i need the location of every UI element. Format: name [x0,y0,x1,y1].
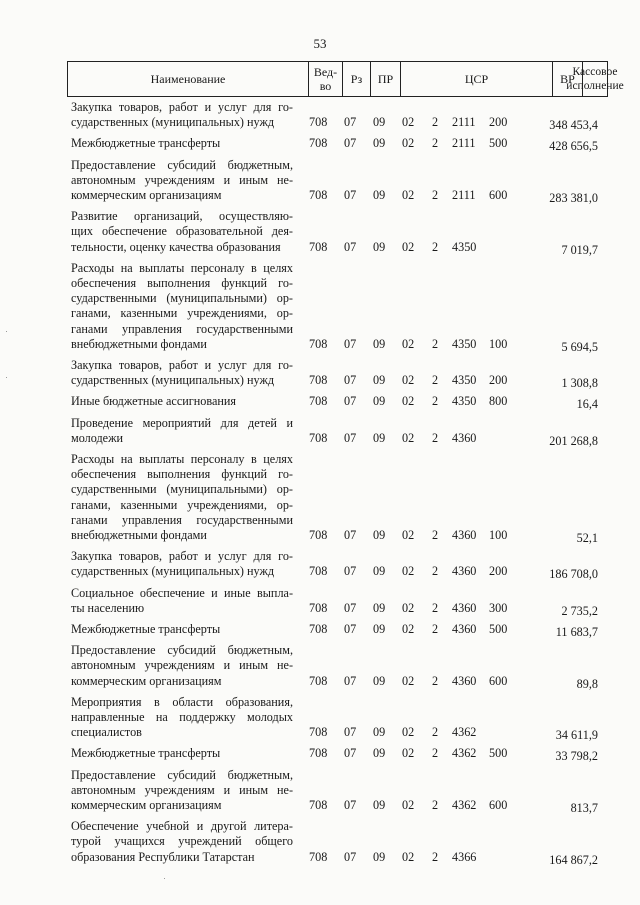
row-vedom: 708 [309,725,328,740]
row-vr: 300 [489,600,508,615]
row-name-line: тельности, оценку качества образования [71,239,281,254]
row-pr: 09 [373,336,386,351]
row-name [71,622,293,637]
row-vedom: 708 [309,600,328,615]
row-name-line: коммерческим организациям [71,188,222,202]
row-csr-subprogram: 2 [432,115,439,130]
row-name [71,768,293,814]
row-csr-code: 4350 [452,336,477,351]
row-name-line: Проведение мероприятий для детей и [71,415,293,430]
row-name-line: щих обеспечение образовательной дея- [71,224,293,239]
header-vr: ВР [552,62,582,96]
row-csr-program: 02 [402,373,415,388]
row-name-line: сударственных (муниципальных) нужд [71,115,275,130]
row-csr-program: 02 [402,622,415,636]
row-csr-code: 4350 [452,373,477,388]
row-name-line: направленные на поддержку молодых [71,710,293,724]
row-vr: 200 [489,373,508,388]
row-csr-program: 02 [402,115,415,130]
row-csr-program: 02 [402,336,415,351]
row-name-line: Социальное обеспечение и иные выпла- [71,585,293,600]
row-rz: 07 [344,187,357,202]
row-csr-code: 4360 [452,564,477,579]
header-name: Наименование [150,72,226,86]
row-rz: 07 [344,394,357,409]
row-name-line: ты населению [71,600,145,615]
row-vr: 800 [489,394,508,409]
row-name-line: Обеспечение учебной и другой литера- [71,819,293,834]
row-name-line: образования Республики Татарстан [71,849,255,864]
table-row [0,695,640,741]
row-sum: 428 656,5 [549,139,598,154]
row-name-line: Развитие организаций, осуществляю- [71,209,293,224]
row-csr-subprogram: 2 [432,528,439,542]
row-rz: 07 [344,136,357,151]
row-sum: 89,8 [576,676,598,691]
row-name-line: автономным учреждениям и иным не- [71,782,293,797]
table-row [0,261,640,352]
row-vedom: 708 [309,239,328,254]
row-pr: 09 [373,600,386,615]
row-csr-code: 2111 [452,136,476,151]
row-pr: 09 [373,849,386,864]
row-name-line: сударственных (муниципальных) нужд [71,373,275,388]
row-pr: 09 [373,797,386,812]
row-name-line: турой учащихся учреждений общего [71,834,293,849]
row-rz: 07 [344,600,357,615]
row-vr: 500 [489,622,508,636]
header-rz: Рз [342,62,370,96]
row-csr-program: 02 [402,394,415,409]
row-csr-program: 02 [402,746,415,761]
row-rz: 07 [344,239,357,254]
header-csr: ЦСР [400,62,552,96]
row-name [71,416,293,446]
table-row [0,586,640,616]
row-name-line: молодежи [71,430,124,445]
row-pr: 09 [373,564,386,579]
row-name-line: ганами управления государственными [71,512,293,527]
row-csr-code: 4360 [452,430,477,445]
table-row [0,643,640,689]
row-name-line: коммерческим организациям [71,673,222,688]
row-vr: 600 [489,673,508,688]
header-sum-line1: Кассовое [572,66,618,78]
row-sum: 7 019,7 [561,242,598,257]
row-csr-code: 4366 [452,849,477,864]
row-csr-program: 02 [402,600,415,615]
row-name-line: Предоставление субсидий бюджетным, [71,157,293,172]
table-header [67,61,624,97]
row-sum: 16,4 [576,397,598,412]
row-csr-subprogram: 2 [432,849,439,864]
row-csr-program: 02 [402,725,415,740]
row-vedom: 708 [309,746,328,761]
row-name [71,358,293,388]
table-row [0,136,640,154]
row-pr: 09 [373,673,386,688]
header-pr: ПР [370,62,400,96]
row-name-line: ганами, казенными учреждениями, ор- [71,306,293,321]
row-sum: 11 683,7 [555,625,598,639]
row-name-line: Межбюджетные трансферты [71,746,221,761]
row-rz: 07 [344,622,357,636]
row-rz: 07 [344,564,357,579]
row-name [71,586,293,616]
row-csr-code: 4360 [452,528,477,542]
row-rz: 07 [344,797,357,812]
row-csr-subprogram: 2 [432,373,439,388]
row-csr-code: 4350 [452,394,477,409]
header-vedom-line1: Вед- [313,65,338,79]
row-name-line: Закупка товаров, работ и услуг для го- [71,100,293,114]
row-csr-subprogram: 2 [432,430,439,445]
row-vedom: 708 [309,136,328,151]
row-csr-subprogram: 2 [432,394,439,409]
row-csr-program: 02 [402,239,415,254]
row-name-line: ганами управления государственными [71,321,293,336]
row-name-line: сударственных (муниципальных) нужд [71,564,275,579]
row-csr-subprogram: 2 [432,725,439,740]
row-pr: 09 [373,746,386,761]
header-vedom-line2: во [319,79,332,93]
row-pr: 09 [373,187,386,202]
row-csr-program: 02 [402,187,415,202]
row-name-line: Предоставление субсидий бюджетным, [71,643,293,658]
table-row [0,819,640,865]
row-sum: 52,1 [576,531,598,545]
row-csr-code: 4360 [452,673,477,688]
row-name [71,549,293,579]
table-row [0,549,640,582]
row-name [71,452,293,543]
row-rz: 07 [344,373,357,388]
row-csr-code: 2111 [452,115,476,130]
row-csr-program: 02 [402,528,415,542]
row-vr: 200 [489,564,508,579]
row-pr: 09 [373,528,386,542]
row-vedom: 708 [309,673,328,688]
row-csr-code: 4360 [452,600,477,615]
row-csr-code: 4350 [452,239,477,254]
row-name [71,100,293,130]
row-name-line: коммерческим организациям [71,798,222,812]
row-vr: 600 [489,187,508,202]
row-sum: 1 308,8 [561,376,598,391]
row-name [71,209,293,255]
row-pr: 09 [373,430,386,445]
row-pr: 09 [373,239,386,254]
row-sum: 201 268,8 [549,433,598,448]
row-name-line: автономным учреждениям и иным не- [71,658,293,673]
table-row [0,452,640,543]
row-sum: 186 708,0 [549,567,598,582]
page-number: 53 [313,36,327,51]
row-rz: 07 [344,115,357,130]
table-row [0,416,640,446]
row-name-line: Предоставление субсидий бюджетным, [71,767,293,782]
row-name [71,695,293,741]
row-rz: 07 [344,430,357,445]
row-pr: 09 [373,115,386,130]
row-csr-program: 02 [402,564,415,579]
row-name-line: Межбюджетные трансферты [71,622,221,636]
row-pr: 09 [373,136,386,151]
row-csr-subprogram: 2 [432,564,439,579]
row-csr-code: 4362 [452,725,477,740]
row-csr-program: 02 [402,673,415,688]
row-name [71,158,293,204]
row-vr: 600 [489,797,508,812]
row-name-line: ганами, казенными учреждениями, ор- [71,497,293,512]
row-name-line: внебюджетными фондами [71,336,207,351]
row-csr-code: 4362 [452,746,477,761]
row-sum: 34 611,9 [555,728,598,743]
row-sum: 2 735,2 [561,603,598,618]
row-pr: 09 [373,622,386,636]
row-name-line: Расходы на выплаты персоналу в целях [71,260,293,275]
row-vr: 500 [489,746,508,761]
row-vr: 100 [489,336,508,351]
row-csr-subprogram: 2 [432,797,439,812]
row-sum: 283 381,0 [549,190,598,205]
row-name-line: сударственными (муниципальными) ор- [71,482,293,497]
row-csr-code: 4362 [452,797,477,812]
row-vedom: 708 [309,373,328,388]
row-pr: 09 [373,725,386,740]
row-vedom: 708 [309,394,328,409]
table-row [0,158,640,204]
row-name [71,394,293,409]
row-name [71,746,293,761]
row-sum: 813,7 [570,800,598,815]
row-csr-program: 02 [402,430,415,445]
row-name [71,819,293,865]
row-sum: 348 453,4 [549,118,598,133]
table-row [0,209,640,255]
row-csr-code: 2111 [452,187,476,202]
row-csr-subprogram: 2 [432,673,439,688]
row-vr: 500 [489,136,508,151]
row-rz: 07 [344,746,357,761]
row-vedom: 708 [309,564,328,579]
row-name-line: Иные бюджетные ассигнования [71,394,237,409]
row-rz: 07 [344,849,357,864]
table-row [0,746,640,764]
row-rz: 07 [344,336,357,351]
row-csr-program: 02 [402,797,415,812]
row-rz: 07 [344,528,357,542]
row-csr-subprogram: 2 [432,600,439,615]
row-pr: 09 [373,394,386,409]
row-name-line: Закупка товаров, работ и услуг для го- [71,549,293,564]
row-vedom: 708 [309,115,328,130]
row-csr-subprogram: 2 [432,336,439,351]
header-sum-line2: исполнение [566,80,624,92]
row-csr-subprogram: 2 [432,136,439,151]
row-vedom: 708 [309,430,328,445]
row-rz: 07 [344,725,357,740]
row-name-line: Закупка товаров, работ и услуг для го- [71,358,293,372]
row-name-line: внебюджетными фондами [71,528,207,543]
row-name-line: автономным учреждениям и иным не- [71,172,293,187]
row-vedom: 708 [309,187,328,202]
row-name [71,136,293,151]
row-name-line: обеспечения выполнения функций го- [71,467,293,482]
row-pr: 09 [373,373,386,388]
row-csr-subprogram: 2 [432,622,439,636]
row-name-line: специалистов [71,725,142,740]
table-row [0,100,640,133]
row-name-line: Межбюджетные трансферты [71,136,221,151]
table-row [0,768,640,814]
row-name [71,261,293,352]
row-csr-subprogram: 2 [432,746,439,761]
row-csr-code: 4360 [452,622,477,636]
row-sum: 33 798,2 [555,749,598,764]
row-vedom: 708 [309,622,328,636]
table-row [0,622,640,637]
row-vedom: 708 [309,797,328,812]
row-name [71,643,293,689]
row-rz: 07 [344,673,357,688]
row-name-line: Мероприятия в области образования, [71,694,293,709]
row-name-line: обеспечения выполнения функций го- [71,276,293,290]
row-vr: 100 [489,528,508,542]
row-name-line: Расходы на выплаты персоналу в целях [71,452,293,466]
row-vr: 200 [489,115,508,130]
table-row [0,358,640,391]
row-csr-program: 02 [402,136,415,151]
row-vedom: 708 [309,528,328,542]
row-csr-program: 02 [402,849,415,864]
row-vedom: 708 [309,849,328,864]
row-vedom: 708 [309,336,328,351]
row-sum: 5 694,5 [561,339,598,354]
row-name-line: сударственными (муниципальными) ор- [71,291,293,306]
table-row [0,394,640,412]
header-vedom [308,62,342,96]
row-csr-subprogram: 2 [432,239,439,254]
row-csr-subprogram: 2 [432,187,439,202]
row-sum: 164 867,2 [549,852,598,867]
